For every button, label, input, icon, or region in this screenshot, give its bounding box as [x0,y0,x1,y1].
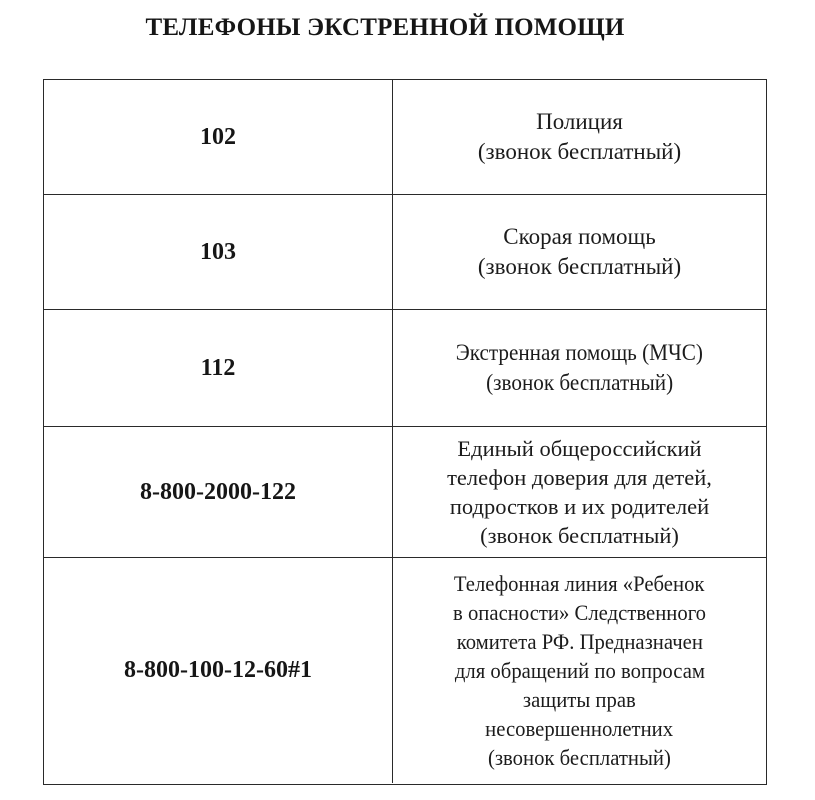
phone-number: 112 [44,310,393,426]
description-line: Полиция [536,109,623,134]
description-line: для обращений по вопросам [454,658,705,683]
description-line: (звонок бесплатный) [486,370,673,395]
table-row-emergency-mchs [44,309,766,426]
table-row-child-in-danger [44,557,766,783]
service-description [393,558,766,783]
description-line: (звонок бесплатный) [477,254,682,279]
description-line: Скорая помощь [503,224,656,249]
description-line: телефон доверия для детей, [447,465,712,490]
description-line: (звонок бесплатный) [477,139,682,164]
description-line: Телефонная линия «Ребенок [454,571,705,596]
description-line: подростков и их родителей [449,494,710,519]
description-line: (звонок бесплатный) [488,745,671,770]
description-line: Единый общероссийский [457,436,702,461]
service-description [393,195,766,309]
description-line: несовершеннолетних [485,716,674,741]
phone-number: 8-800-100-12-60#1 [44,558,393,783]
table-row-ambulance [44,194,766,309]
phone-number: 103 [44,195,393,309]
description-line: Экстренная помощь (МЧС) [455,340,704,365]
page-title: ТЕЛЕФОНЫ ЭКСТРЕННОЙ ПОМОЩИ [145,14,625,41]
description-line: комитета РФ. Предназначен [456,629,703,654]
table-row-police [44,80,766,194]
description-line: защиты прав [523,687,636,712]
table-row-helpline [44,426,766,557]
phone-number: 102 [44,80,393,194]
service-description [393,310,766,426]
description-line: (звонок бесплатный) [480,523,679,548]
service-description [393,427,766,557]
service-description [393,80,766,194]
emergency-phones-table [43,79,767,785]
description-line: в опасности» Следственного [452,600,707,625]
phone-number: 8-800-2000-122 [44,427,393,557]
